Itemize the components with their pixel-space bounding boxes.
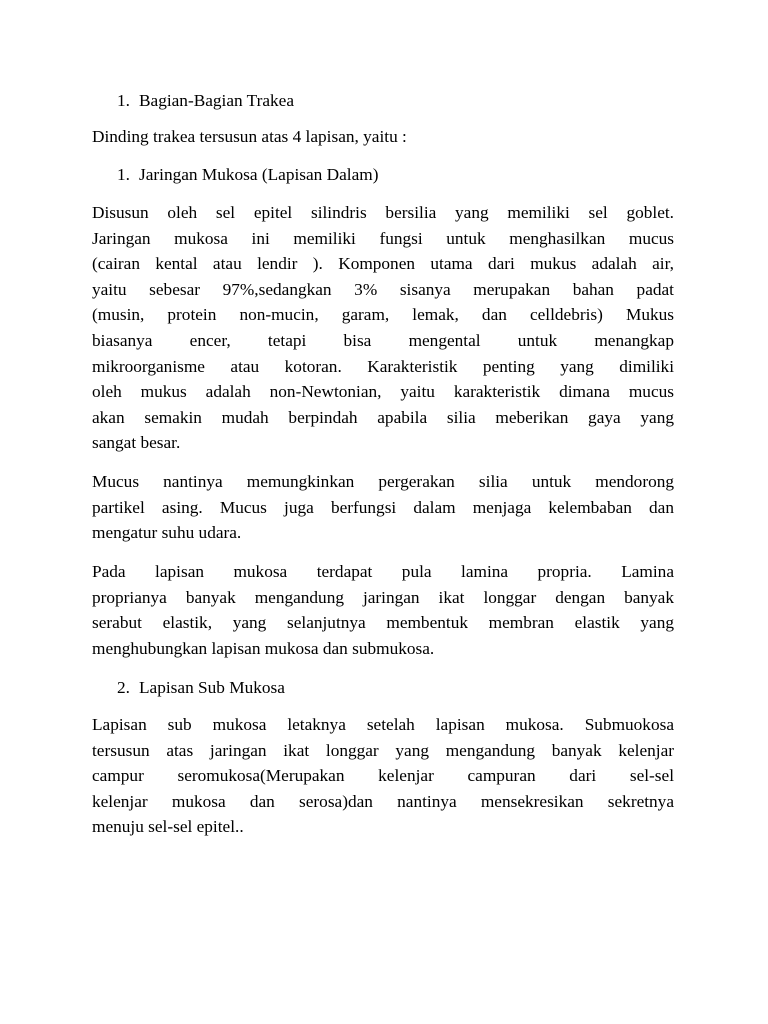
paragraph-line: akan semakin mudah berpindah apabila silia meberikan gaya yang xyxy=(92,407,674,427)
section-heading-sub-mukosa xyxy=(117,675,285,701)
intro-line: Dinding trakea tersusun atas 4 lapisan, yaitu : xyxy=(92,127,407,146)
word: encer, xyxy=(189,330,231,350)
section-heading-bagian-trakea xyxy=(117,88,294,114)
paragraph-line: yaitu sebesar 97%,sedangkan 3% sisanya merupakan bahan padat xyxy=(92,279,674,299)
paragraph-mucus xyxy=(92,469,674,546)
paragraph-line: partikel asing. Mucus juga berfungsi dalam menjaga kelembaban dan xyxy=(92,497,674,517)
heading-text: Bagian-Bagian Trakea xyxy=(139,91,295,110)
paragraph-line: kelenjar mukosa dan serosa)dan nantinya mensekresikan sekretnya xyxy=(92,791,674,811)
paragraph-line: Lapisan sub mukosa letaknya setelah lapisan mukosa. Submuokosa xyxy=(92,715,674,734)
list-number: 1. xyxy=(117,165,130,184)
heading-text: Lapisan Sub Mukosa xyxy=(139,678,285,697)
paragraph-sub-mukosa xyxy=(92,712,674,840)
paragraph-lamina-propria xyxy=(92,559,674,661)
intro-paragraph xyxy=(92,124,674,150)
paragraph-line: oleh mukus adalah non-Newtonian, yaitu karakteristik dimana mucus xyxy=(92,382,674,402)
paragraph-line: Disusun oleh sel epitel silindris bersilia yang memiliki sel goblet. xyxy=(92,203,674,222)
paragraph-line: tersusun atas jaringan ikat longgar yang mengandung banyak kelenjar xyxy=(92,740,674,760)
paragraph-line: Mucus nantinya memungkinkan pergerakan silia untuk mendorong xyxy=(92,472,674,491)
word: tetapi xyxy=(267,330,307,350)
list-number: 2. xyxy=(117,678,130,697)
paragraph-line: menuju sel-sel epitel.. xyxy=(92,817,244,837)
paragraph-line-spaced xyxy=(92,328,674,354)
paragraph-mukosa xyxy=(92,200,674,456)
list-number: 1. xyxy=(117,91,130,110)
paragraph-line: sangat besar. xyxy=(92,433,181,453)
word: untuk xyxy=(517,330,558,350)
paragraph-line: mengatur suhu udara. xyxy=(92,523,242,543)
paragraph-line: Jaringan mukosa ini memiliki fungsi untuk menghasilkan mucus xyxy=(92,228,674,248)
paragraph-line: serabut elastik, yang selanjutnya membentuk membran elastik yang xyxy=(92,613,674,633)
paragraph-line: (cairan kental atau lendir ). Komponen utama dari mukus adalah air, xyxy=(92,254,674,274)
word: mengental xyxy=(408,330,481,350)
paragraph-line: campur seromukosa(Merupakan kelenjar campuran dari sel-sel xyxy=(92,766,674,786)
paragraph-line: mikroorganisme atau kotoran. Karakteristik penting yang dimiliki xyxy=(92,356,674,376)
paragraph-line: proprianya banyak mengandung jaringan ikat longgar dengan banyak xyxy=(92,587,674,607)
paragraph-line: Pada lapisan mukosa terdapat pula lamina propria. Lamina xyxy=(92,562,674,581)
paragraph-line: menghubungkan lapisan mukosa dan submukosa. xyxy=(92,638,435,658)
word: menangkap xyxy=(594,330,674,350)
word: biasanya xyxy=(92,330,153,350)
word: bisa xyxy=(343,330,372,350)
heading-text: Jaringan Mukosa (Lapisan Dalam) xyxy=(139,165,379,184)
section-heading-jaringan-mukosa xyxy=(117,162,378,188)
paragraph-line: (musin, protein non-mucin, garam, lemak, dan celldebris) Mukus xyxy=(92,305,674,325)
